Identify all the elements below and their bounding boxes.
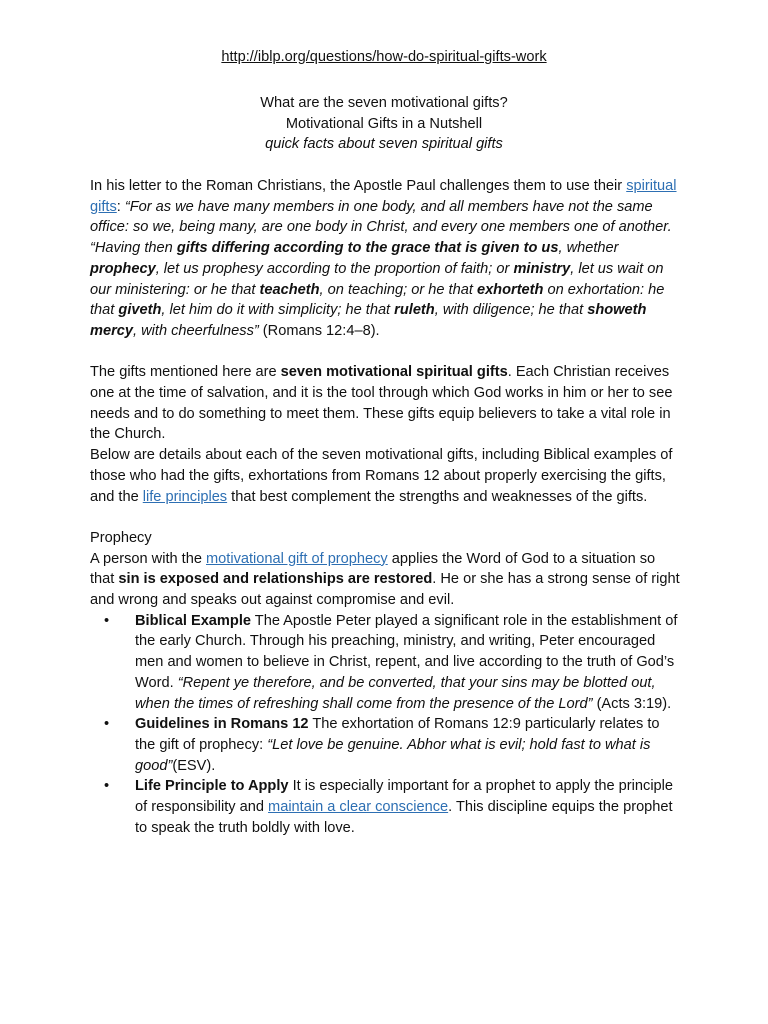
header-title: Motivational Gifts in a Nutshell — [285, 115, 483, 132]
source-url-link[interactable]: http://iblp.org/questions/how-do-spiritual-gifts-work — [221, 49, 547, 65]
bullet-icon: • — [104, 778, 110, 795]
list-item: • Life Principle to Apply It is especially important for a prophet to apply the principle of responsibility and maintain a clear conscience. This discipline equips the prophet to speak the truth boldly with love. — [104, 778, 674, 836]
prophecy-paragraph: A person with the motivational gift of prophecy applies the Word of God to a situation so that sin is exposed and relationships are restored. He or she has a strong sense of right and wrong and speaks out against compromise and evil. — [90, 550, 680, 609]
bullet-icon: • — [104, 612, 110, 629]
spiritual-gifts-link[interactable]: spiritual gifts — [90, 178, 677, 215]
list-item: • Biblical Example The Apostle Peter played a significant role in the establishment of the early Church. Through his preaching, ministry, and writing, Peter encouraged men and women to believe in Christ, repent, and live according to the truth of God’s Word. “Repent ye therefore, and be converted, that your sins may be blotted out, when the times of refreshing shall come from the presence of the Lord” (Acts 3:19). — [104, 612, 678, 712]
document-body — [90, 176, 682, 838]
document-header — [0, 93, 768, 155]
intro-paragraph: In his letter to the Roman Christians, the Apostle Paul challenges them to use their spiritual gifts: “For as we have many members in one body, and all members have not the same office: so we, being many, are one body in Christ, and every one members one of another. — [90, 178, 677, 236]
romans-verse: “Having then gifts differing according to the grace that is given to us, whether prophecy, let us prophesy according to the proportion of faith; or ministry, let us wait on our ministering: or he that teacheth, on teaching; or he that exhorteth on exhortation: he that giveth, let him do it with simplicity; he that ruleth, with diligence; he that showeth mercy, with cheerfulness” (Romans 12:4–8). — [90, 240, 665, 339]
details-paragraph: Below are details about each of the seven motivational gifts, including Biblical examples of those who had the gifts, exhortations from Romans 12 about properly exercising the gifts, and the life principles that best complement the strengths and weaknesses of the gifts. — [90, 447, 673, 505]
clear-conscience-link[interactable]: maintain a clear conscience — [268, 799, 449, 816]
prophecy-gift-link[interactable]: motivational gift of prophecy — [206, 550, 388, 567]
bullet-icon: • — [104, 716, 110, 733]
prophecy-heading: Prophecy — [90, 529, 152, 546]
source-url — [0, 47, 768, 68]
header-subtitle: quick facts about seven spiritual gifts — [265, 136, 503, 153]
prophecy-bullet-list — [90, 611, 682, 839]
gifts-paragraph: The gifts mentioned here are seven motivational spiritual gifts. Each Christian receives one at the time of salvation, and it is the tool through which God works in him or her to see needs and to do something to meet them. These gifts equip believers to take a vital role in the Church. — [90, 364, 673, 443]
list-item: • Guidelines in Romans 12 The exhortation of Romans 12:9 particularly relates to the gift of prophecy: “Let love be genuine. Abhor what is evil; hold fast to what is good”(ESV). — [104, 716, 660, 774]
header-question: What are the seven motivational gifts? — [260, 95, 508, 111]
life-principles-link[interactable]: life principles — [142, 488, 228, 505]
